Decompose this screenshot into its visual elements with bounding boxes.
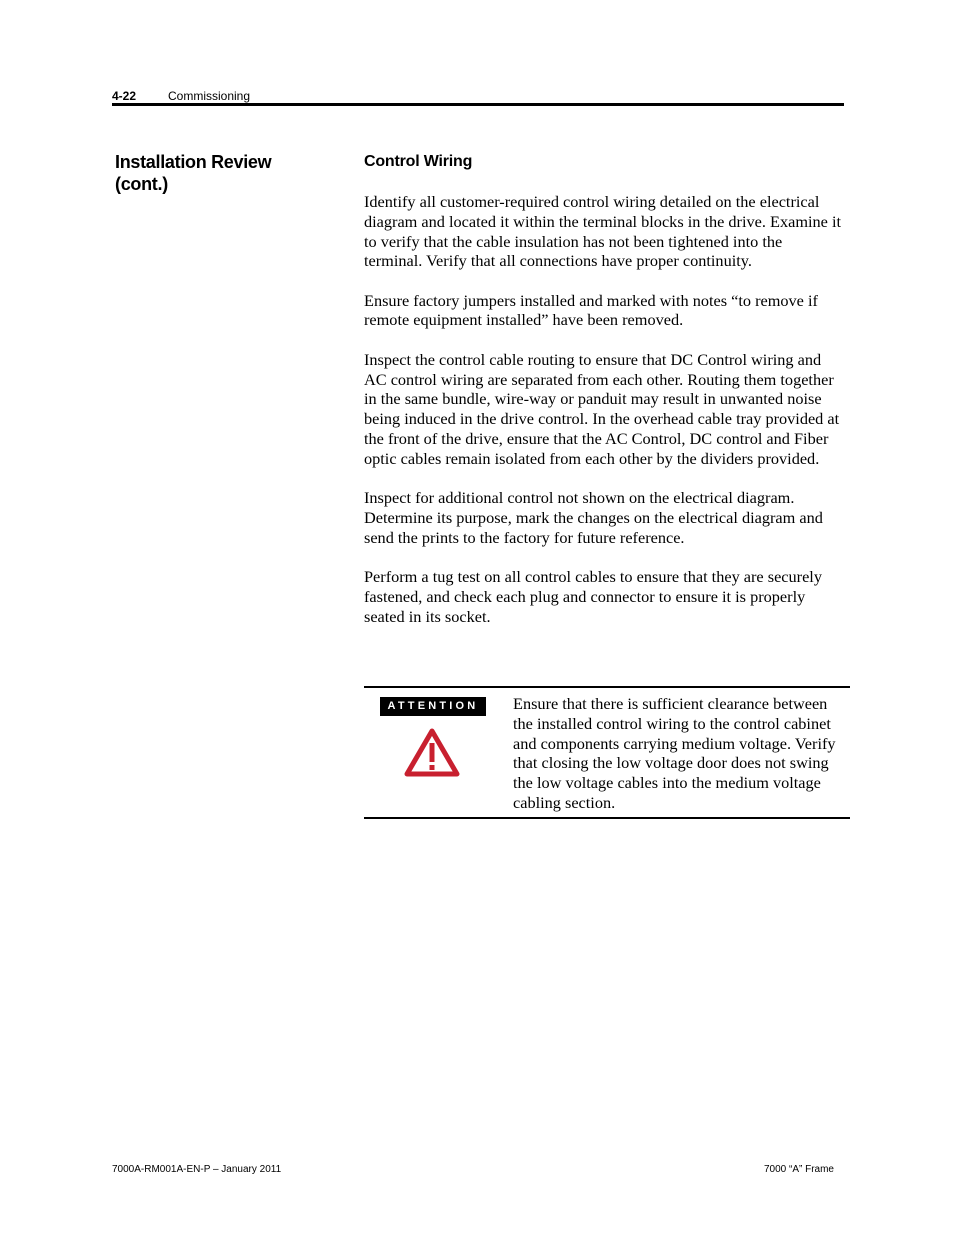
header-rule — [112, 103, 844, 106]
paragraph: Ensure factory jumpers installed and marked with notes “to remove if remote equipment installed” have been removed. — [364, 290, 818, 330]
chapter-title: Commissioning — [168, 89, 251, 103]
attention-label: ATTENTION — [380, 697, 486, 716]
warning-triangle-icon — [404, 728, 460, 778]
paragraph: Inspect the control cable routing to ensure that DC Control wiring and AC control wiring are separated from each other. Routing them together in the same bundle, wire-way or panduit may result in unwanted noise being induced in the drive control. In the overhead cable tray provided at the front of the drive, ensure that the AC Control, DC control and Fiber optic cables remain isolated from each other by the dividers provided. — [364, 349, 840, 468]
footer-product: 7000 “A” Frame — [763, 1164, 834, 1175]
attention-box — [364, 686, 850, 819]
page-number: 4-22 — [112, 89, 137, 103]
section-title: Control Wiring — [364, 153, 473, 170]
footer-publication: 7000A-RM001A-EN-P – January 2011 — [112, 1164, 282, 1175]
side-heading: Installation Review (cont.) — [115, 152, 272, 194]
paragraph: Perform a tug test on all control cables to ensure that they are securely fastened, and check each plug and connector to ensure it is properly seated in its socket. — [364, 566, 822, 626]
section-body — [364, 192, 844, 646]
paragraph: Identify all customer-required control wiring detailed on the electrical diagram and located it within the terminal blocks in the drive. Examine it to verify that the cable insulation has not been tightened into the terminal. Verify that all connections have proper continuity. — [364, 192, 841, 271]
attention-text: Ensure that there is sufficient clearance between the installed control wiring to the control cabinet and components carrying medium voltage. Verify that closing the low voltage door does not swing the low voltage cables into the medium voltage cabling section. — [513, 694, 836, 812]
paragraph: Inspect for additional control not shown on the electrical diagram. Determine its purpose, mark the changes on the electrical diagram and send the prints to the factory for future reference. — [364, 488, 823, 547]
